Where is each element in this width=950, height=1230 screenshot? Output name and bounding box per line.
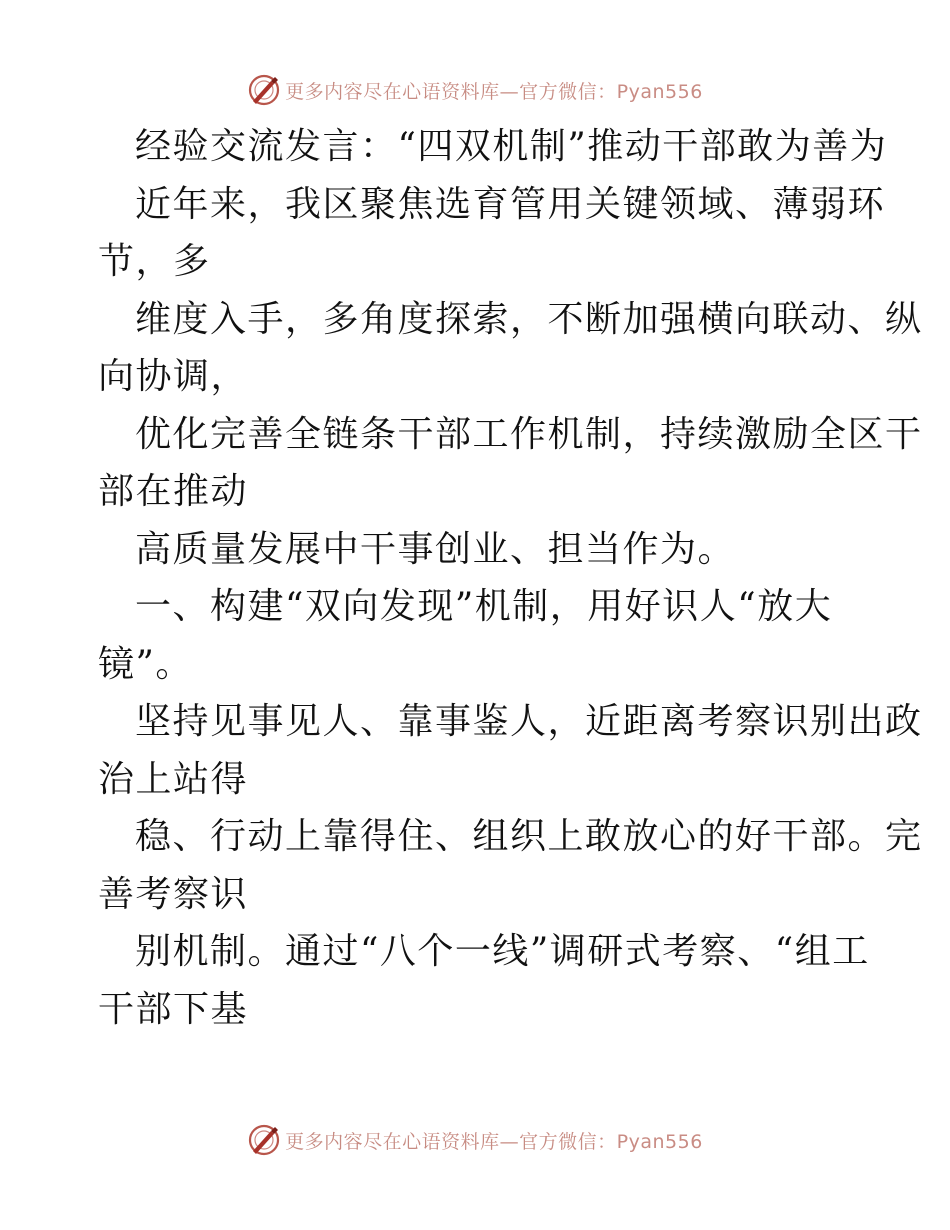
paragraph-line: 部在推动: [98, 471, 249, 512]
paragraph-line: 优化完善全链条干部工作机制，持续激励全区干: [135, 413, 923, 455]
paragraph-line: 近年来，我区聚焦选育管用关键领域、薄弱环: [135, 183, 886, 225]
header-watermark-banner: [0, 70, 950, 110]
paragraph-line: 善考察识: [98, 873, 249, 915]
red-seal-pen-icon: [247, 1123, 281, 1157]
document-title: 经验交流发言：“四双机制”推动干部敢为善为: [135, 126, 888, 167]
paragraph-line: 坚持见事见人、靠事鉴人，近距离考察识别出政: [135, 701, 923, 742]
paragraph-line: 节，多: [98, 241, 211, 282]
paragraph-line: 治上站得: [98, 758, 249, 800]
paragraph-line: 向协调，: [98, 356, 249, 397]
paragraph-line: 维度入手，多角度探索，不断加强横向联动、纵: [135, 298, 923, 340]
paragraph-line: 稳、行动上靠得住、组织上敢放心的好干部。完: [135, 816, 923, 857]
document-body: [98, 118, 923, 1038]
paragraph-line: 干部下基: [98, 988, 249, 1030]
red-seal-pen-icon: [247, 73, 281, 107]
section-heading: 一、构建“双向发现”机制，用好识人“放大: [135, 586, 833, 627]
header-banner-text: 更多内容尽在心语资料库—官方微信：Pyan556: [285, 80, 703, 103]
paragraph-line: 高质量发展中干事创业、担当作为。: [135, 528, 736, 570]
header-wechat-id: Pyan556: [616, 80, 703, 103]
footer-banner-text: 更多内容尽在心语资料库—官方微信：Pyan556: [285, 1130, 703, 1153]
footer-wechat-id: Pyan556: [616, 1130, 703, 1153]
footer-watermark-banner: [0, 1120, 950, 1160]
section-heading-continuation: 镜”。: [98, 643, 193, 685]
paragraph-line: 别机制。通过“八个一线”调研式考察、“组工: [135, 931, 870, 972]
